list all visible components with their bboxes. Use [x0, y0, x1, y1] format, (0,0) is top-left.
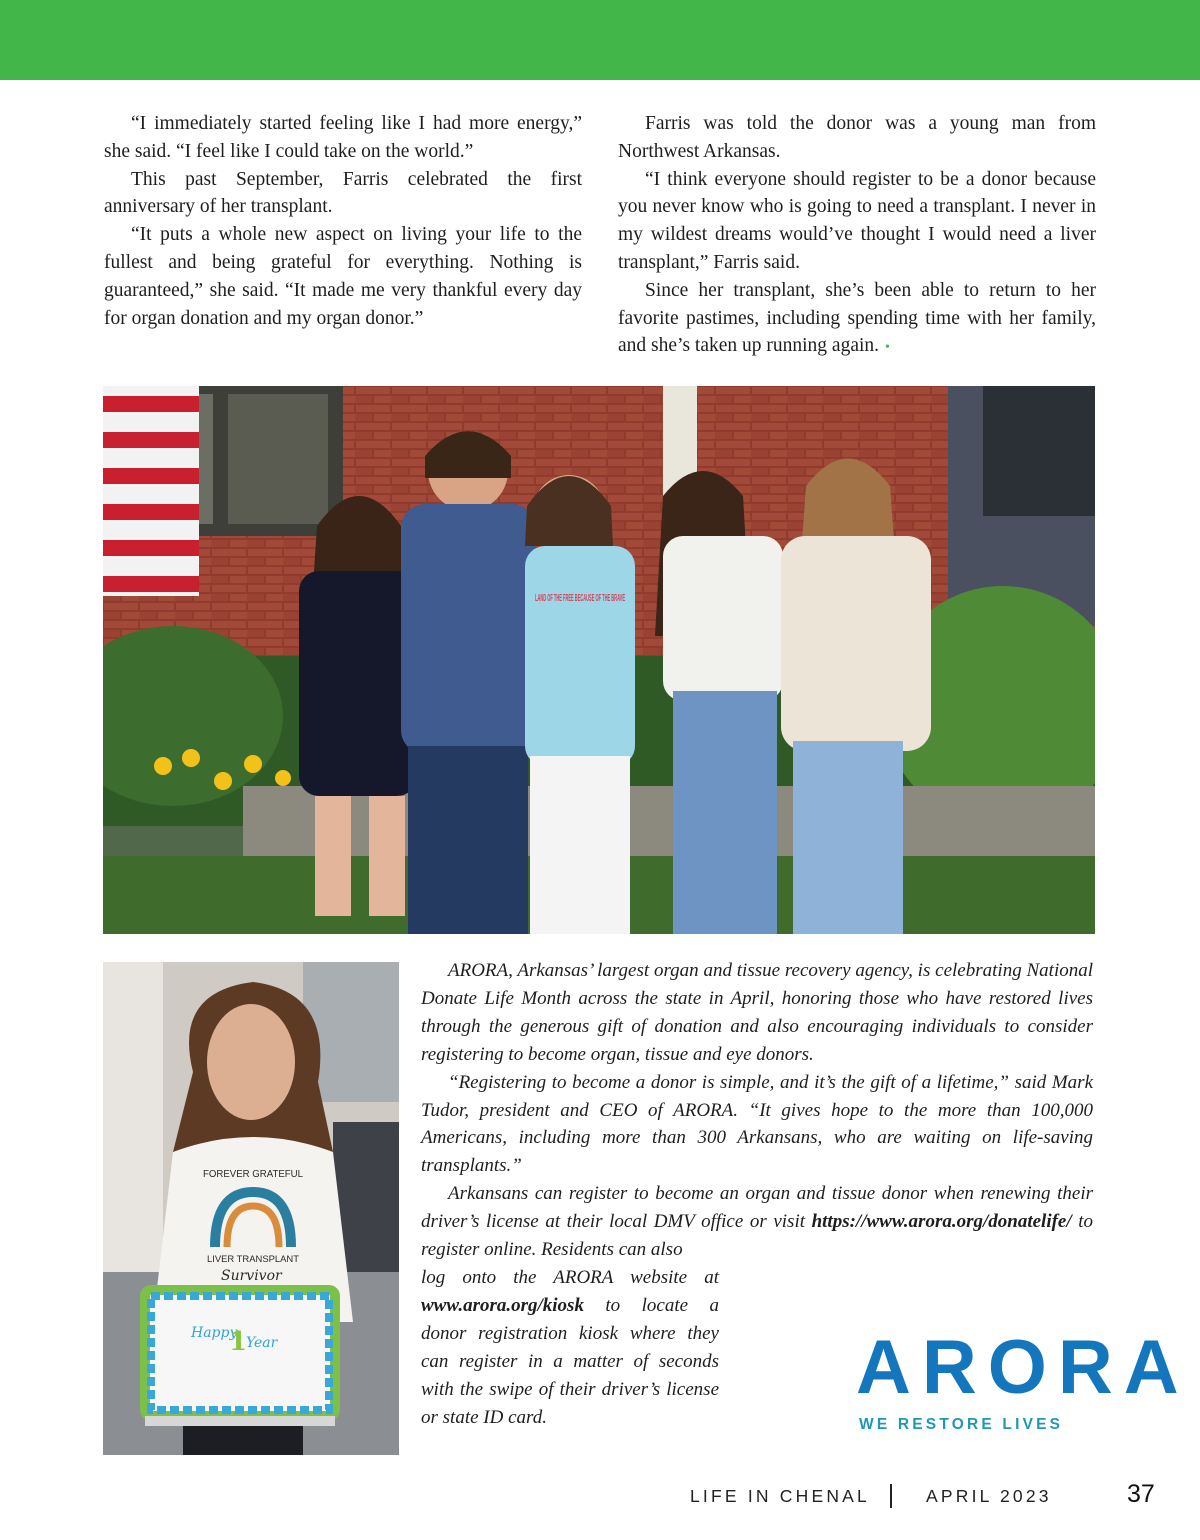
sidebar-paragraph [421, 1180, 1093, 1264]
article-column-left [104, 110, 582, 332]
arora-logo [748, 1312, 1190, 1442]
cake-text-year: Year [246, 1335, 278, 1351]
footer-divider [890, 1484, 892, 1508]
person-4 [655, 471, 783, 934]
publication-name: LIFE IN CHENAL [690, 1486, 870, 1506]
person-2 [401, 431, 536, 934]
issue-date: APRIL 2023 [926, 1486, 1052, 1506]
sidebar-final-paragraph-box [421, 1264, 719, 1431]
sidebar-paragraph-text: to register online. Residents can also [421, 1211, 1093, 1261]
family-photo [103, 386, 1095, 934]
article-column-right [618, 110, 1096, 362]
donatelife-link[interactable]: https://www.arora.org/donatelife/ [811, 1211, 1072, 1233]
article-paragraph: Farris was told the donor was a young man from Northwest Arkansas. [618, 113, 1096, 162]
end-of-story-mark: • [885, 340, 890, 356]
sidebar-paragraph: “Registering to become a donor is simple, and it’s the gift of a lifetime,” said Mark Tudor, president and CEO of ARORA. “It gives hope to the more than 100,000 Americans, including more than 300 Arkansans, who are waiting on life-saving transplants.” [421, 1071, 1093, 1177]
cake-photo [103, 962, 399, 1455]
article-paragraph: This past September, Farris celebrated the first anniversary of her transplant. [104, 168, 582, 218]
article-paragraph: “I think everyone should register to be a donor because you never know who is going to need a transplant. I never in my wildest dreams would’ve thought I would need a liver transplant,” Farris said. [618, 168, 1096, 273]
sound-wave-icon [748, 1312, 848, 1442]
article-paragraph [618, 277, 1096, 362]
sidebar-paragraph-text: Arkansans can register to become an organ and tissue donor when renewing their driver’s license at their local DMV office or visit [421, 1183, 1093, 1233]
logo-wordmark: ARORA [856, 1325, 1190, 1410]
flag [103, 386, 199, 596]
shirt-print-2: FOREVER GRATEFUL [203, 1169, 304, 1180]
sidebar-paragraph-text: log onto the ARORA website at [421, 1266, 719, 1288]
shirt-print-3: LIVER TRANSPLANT [207, 1254, 300, 1264]
shirt-print-1: LAND OF THE FREE BECAUSE OF THE BRAVE [535, 593, 626, 604]
kiosk-link[interactable]: www.arora.org/kiosk [421, 1294, 584, 1316]
sidebar-paragraph [421, 1264, 719, 1431]
header-color-bar [0, 0, 1200, 80]
article-paragraph-text: Since her transplant, she’s been able to return to her favorite pastimes, including spending time with her family, and she’s taken up running again. [618, 279, 1096, 357]
cake-text-number: 1 [229, 1327, 248, 1357]
cake-text-happy: Happy [191, 1325, 238, 1341]
sidebar-paragraph-text: to locate a donor registration kiosk where they can register in a matter of seconds with the swipe of their driver’s license or state ID card. [421, 1294, 719, 1428]
article-paragraph: “It puts a whole new aspect on living your life to the fullest and being grateful for everything. Nothing is guaranteed,” she said. “It made me very thankful every day for organ donation and my organ donor.” [104, 224, 582, 329]
logo-tagline: WE RESTORE LIVES [859, 1416, 1064, 1433]
sidebar-paragraph: ARORA, Arkansas’ largest organ and tissue recovery agency, is celebrating National Donate Life Month across the state in April, honoring those who have restored lives through the generous gift of donation and also encouraging individuals to consider registering to become organ, tissue and eye donors. [421, 960, 1093, 1065]
article-paragraph: “I immediately started feeling like I had more energy,” she said. “I feel like I could take on the world.” [104, 113, 582, 162]
shirt-print-4: Survivor [221, 1268, 282, 1284]
page-number: 37 [1127, 1480, 1155, 1508]
